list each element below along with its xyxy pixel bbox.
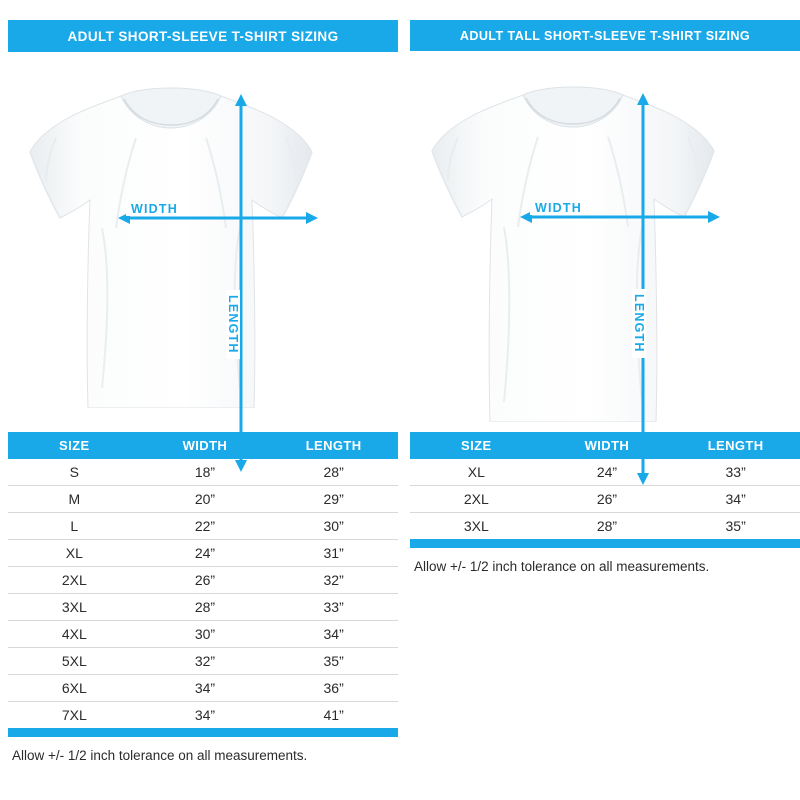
cell-length: 34”: [671, 486, 800, 513]
cell-length: 29”: [269, 486, 398, 513]
tolerance-note-adult-tall: Allow +/- 1/2 inch tolerance on all measurements.: [414, 559, 710, 574]
adult-sizing-panel: [8, 0, 398, 763]
cell-width: 22”: [141, 513, 270, 540]
adult-tall-size-table-wrap: [410, 432, 800, 574]
table-bottom-bar: [8, 728, 398, 737]
cell-size: 4XL: [8, 621, 141, 648]
table-row: [8, 540, 398, 567]
table-row: [8, 486, 398, 513]
adult-shirt-illustration: [8, 52, 398, 427]
table-row: [8, 459, 398, 486]
length-label: LENGTH: [226, 290, 240, 359]
cell-size: 5XL: [8, 648, 141, 675]
tolerance-note-adult: Allow +/- 1/2 inch tolerance on all measurements.: [12, 748, 308, 763]
cell-length: 28”: [269, 459, 398, 486]
cell-size: 3XL: [463, 518, 489, 534]
header-length: LENGTH: [269, 432, 398, 459]
cell-size: L: [8, 513, 141, 540]
cell-length: 32”: [269, 567, 398, 594]
tshirt-graphic: [418, 77, 728, 407]
table-row: [8, 702, 398, 729]
table-row: [410, 486, 800, 513]
table-row: [8, 567, 398, 594]
cell-width: 28”: [596, 518, 618, 534]
header-width: WIDTH: [543, 432, 672, 459]
cell-size: S: [8, 459, 141, 486]
cell-length: 34”: [269, 621, 398, 648]
width-label: WIDTH: [530, 201, 587, 215]
cell-length: 31”: [269, 540, 398, 567]
cell-width: 34”: [194, 707, 216, 723]
table-row: [410, 459, 800, 486]
cell-size: 2XL: [8, 567, 141, 594]
cell-width: 32”: [141, 648, 270, 675]
table-row: [8, 675, 398, 702]
table-header-row: [8, 432, 398, 459]
cell-width: 34”: [141, 675, 270, 702]
cell-width: 20”: [141, 486, 270, 513]
adult-table-body: [8, 459, 398, 728]
header-width: WIDTH: [141, 432, 270, 459]
adult-tall-shirt-illustration: [410, 51, 800, 426]
cell-size: 6XL: [8, 675, 141, 702]
adult-tall-size-table: [410, 432, 800, 539]
cell-width: 26”: [543, 486, 672, 513]
table-row: [8, 594, 398, 621]
cell-size: XL: [8, 540, 141, 567]
table-bottom-bar: [410, 539, 800, 548]
cell-length: 35”: [725, 518, 746, 534]
adult-tall-table-body: [410, 459, 800, 539]
adult-size-table-wrap: [8, 432, 398, 763]
cell-width: 26”: [141, 567, 270, 594]
table-row: [8, 648, 398, 675]
cell-length: 36”: [269, 675, 398, 702]
panel-title-adult-tall: ADULT TALL SHORT-SLEEVE T-SHIRT SIZING: [410, 20, 800, 51]
adult-tall-sizing-panel: [410, 0, 800, 574]
table-row: [8, 621, 398, 648]
cell-width: 24”: [543, 459, 672, 486]
header-size: SIZE: [410, 432, 543, 459]
header-size: SIZE: [8, 432, 141, 459]
cell-length: 41”: [323, 707, 344, 723]
cell-width: 28”: [141, 594, 270, 621]
table-row: [410, 513, 800, 540]
cell-size: 7XL: [61, 707, 87, 723]
cell-length: 35”: [269, 648, 398, 675]
length-label: LENGTH: [632, 289, 646, 358]
cell-size: M: [8, 486, 141, 513]
cell-length: 30”: [269, 513, 398, 540]
cell-size: XL: [410, 459, 543, 486]
panel-title-adult: ADULT SHORT-SLEEVE T-SHIRT SIZING: [8, 20, 398, 52]
cell-length: 33”: [269, 594, 398, 621]
tshirt-graphic: [16, 78, 326, 408]
width-label: WIDTH: [126, 202, 183, 216]
cell-size: 3XL: [8, 594, 141, 621]
cell-width: 24”: [141, 540, 270, 567]
cell-size: 2XL: [410, 486, 543, 513]
table-row: [8, 513, 398, 540]
table-header-row: [410, 432, 800, 459]
cell-width: 18”: [141, 459, 270, 486]
header-length: LENGTH: [671, 432, 800, 459]
cell-width: 30”: [141, 621, 270, 648]
length-arrow: [233, 94, 249, 472]
adult-size-table: [8, 432, 398, 728]
cell-length: 33”: [671, 459, 800, 486]
